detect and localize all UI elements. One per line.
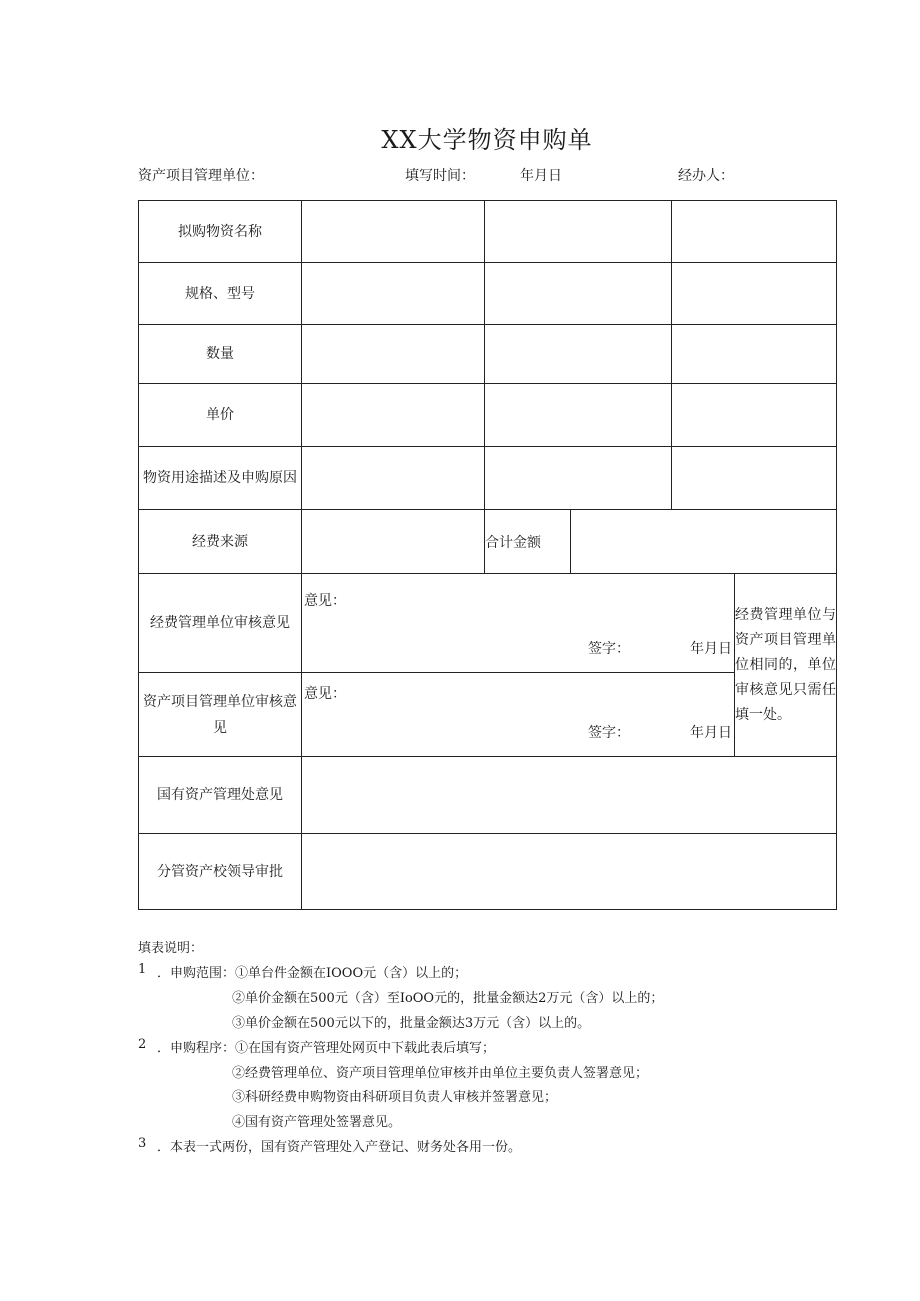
asset-unit-review-label: 资产项目管理单位审核意见 (139, 673, 302, 757)
price-cell-2[interactable] (485, 384, 672, 447)
opinion-label: 意见： (304, 686, 346, 702)
opinion-label: 意见： (304, 593, 346, 609)
item-name-cell-3[interactable] (672, 201, 837, 263)
table-row (139, 384, 837, 447)
state-asset-opinion-cell[interactable] (302, 757, 837, 834)
instruction-line: ．申购范围：①单台件金额在IOOO元（含）以上的； (157, 966, 468, 981)
table-row (139, 757, 837, 834)
table-row (139, 574, 837, 673)
signature-label: 签字： (588, 641, 630, 657)
purpose-label: 物资用途描述及申购原因 (139, 447, 302, 510)
quantity-cell-2[interactable] (485, 325, 672, 384)
table-row (139, 673, 837, 757)
leader-approval-label: 分管资产校领导审批 (139, 834, 302, 910)
item-name-label: 拟购物资名称 (139, 201, 302, 263)
instructions-heading: 填表说明： (138, 941, 204, 956)
instruction-line: ③单价金额在500元以下的，批量金额达3万元（含）以上的。 (232, 1016, 591, 1031)
asset-unit-opinion-cell[interactable] (302, 673, 735, 757)
item-name-cell-2[interactable] (485, 201, 672, 263)
table-row (139, 510, 837, 574)
price-cell-3[interactable] (672, 384, 837, 447)
fund-unit-opinion-cell[interactable] (302, 574, 735, 673)
table-row (139, 325, 837, 384)
instruction-number: 3 (138, 1136, 147, 1151)
instruction-line: ②经费管理单位、资产项目管理单位审核并由单位主要负责人签署意见； (232, 1066, 649, 1081)
instruction-line: ③科研经费申购物资由科研项目负责人审核并签署意见； (232, 1090, 558, 1105)
table-row (139, 201, 837, 263)
quantity-cell-1[interactable] (302, 325, 485, 384)
unit-price-label: 单价 (139, 384, 302, 447)
fill-date-label: 年月日 (520, 168, 562, 184)
quantity-cell-3[interactable] (672, 325, 837, 384)
fund-source-cell[interactable] (302, 510, 485, 574)
date-label: 年月日 (690, 725, 732, 741)
handler-label: 经办人： (678, 168, 734, 184)
leader-approval-cell[interactable] (302, 834, 837, 910)
signature-label: 签字： (588, 725, 630, 741)
purpose-cell-3[interactable] (672, 447, 837, 510)
spec-cell-2[interactable] (485, 263, 672, 325)
instruction-line: ．申购程序：①在国有资产管理处网页中下载此表后填写； (157, 1041, 496, 1056)
page-title: XX大学物资申购单 (381, 126, 593, 154)
fund-unit-review-label: 经费管理单位审核意见 (139, 574, 302, 673)
state-asset-opinion-label: 国有资产管理处意见 (139, 757, 302, 834)
spec-model-label: 规格、型号 (139, 263, 302, 325)
instruction-line: ④国有资产管理处签署意见。 (232, 1115, 402, 1130)
total-amount-label: 合计金额 (485, 510, 571, 574)
instruction-number: 1 (138, 962, 147, 977)
purchase-form-table (138, 200, 837, 910)
purpose-cell-2[interactable] (485, 447, 672, 510)
quantity-label: 数量 (139, 325, 302, 384)
table-row (139, 447, 837, 510)
item-name-cell-1[interactable] (302, 201, 485, 263)
instruction-line: ②单价金额在500元（含）至IoOO元的，批量金额达2万元（含）以上的； (232, 991, 664, 1006)
price-cell-1[interactable] (302, 384, 485, 447)
fill-time-label: 填写时间： (405, 168, 475, 184)
asset-unit-label: 资产项目管理单位： (138, 168, 264, 184)
table-row (139, 834, 837, 910)
table-row (139, 263, 837, 325)
instruction-line: ．本表一式两份，国有资产管理处入产登记、财务处各用一份。 (157, 1140, 522, 1155)
spec-cell-3[interactable] (672, 263, 837, 325)
instruction-number: 2 (138, 1037, 147, 1052)
spec-cell-1[interactable] (302, 263, 485, 325)
total-amount-cell[interactable] (571, 510, 837, 574)
date-label: 年月日 (690, 641, 732, 657)
purpose-cell-1[interactable] (302, 447, 485, 510)
side-note: 经费管理单位与资产项目管理单位相同的，单位审核意见只需任填一处。 (735, 574, 837, 757)
fund-source-label: 经费来源 (139, 510, 302, 574)
